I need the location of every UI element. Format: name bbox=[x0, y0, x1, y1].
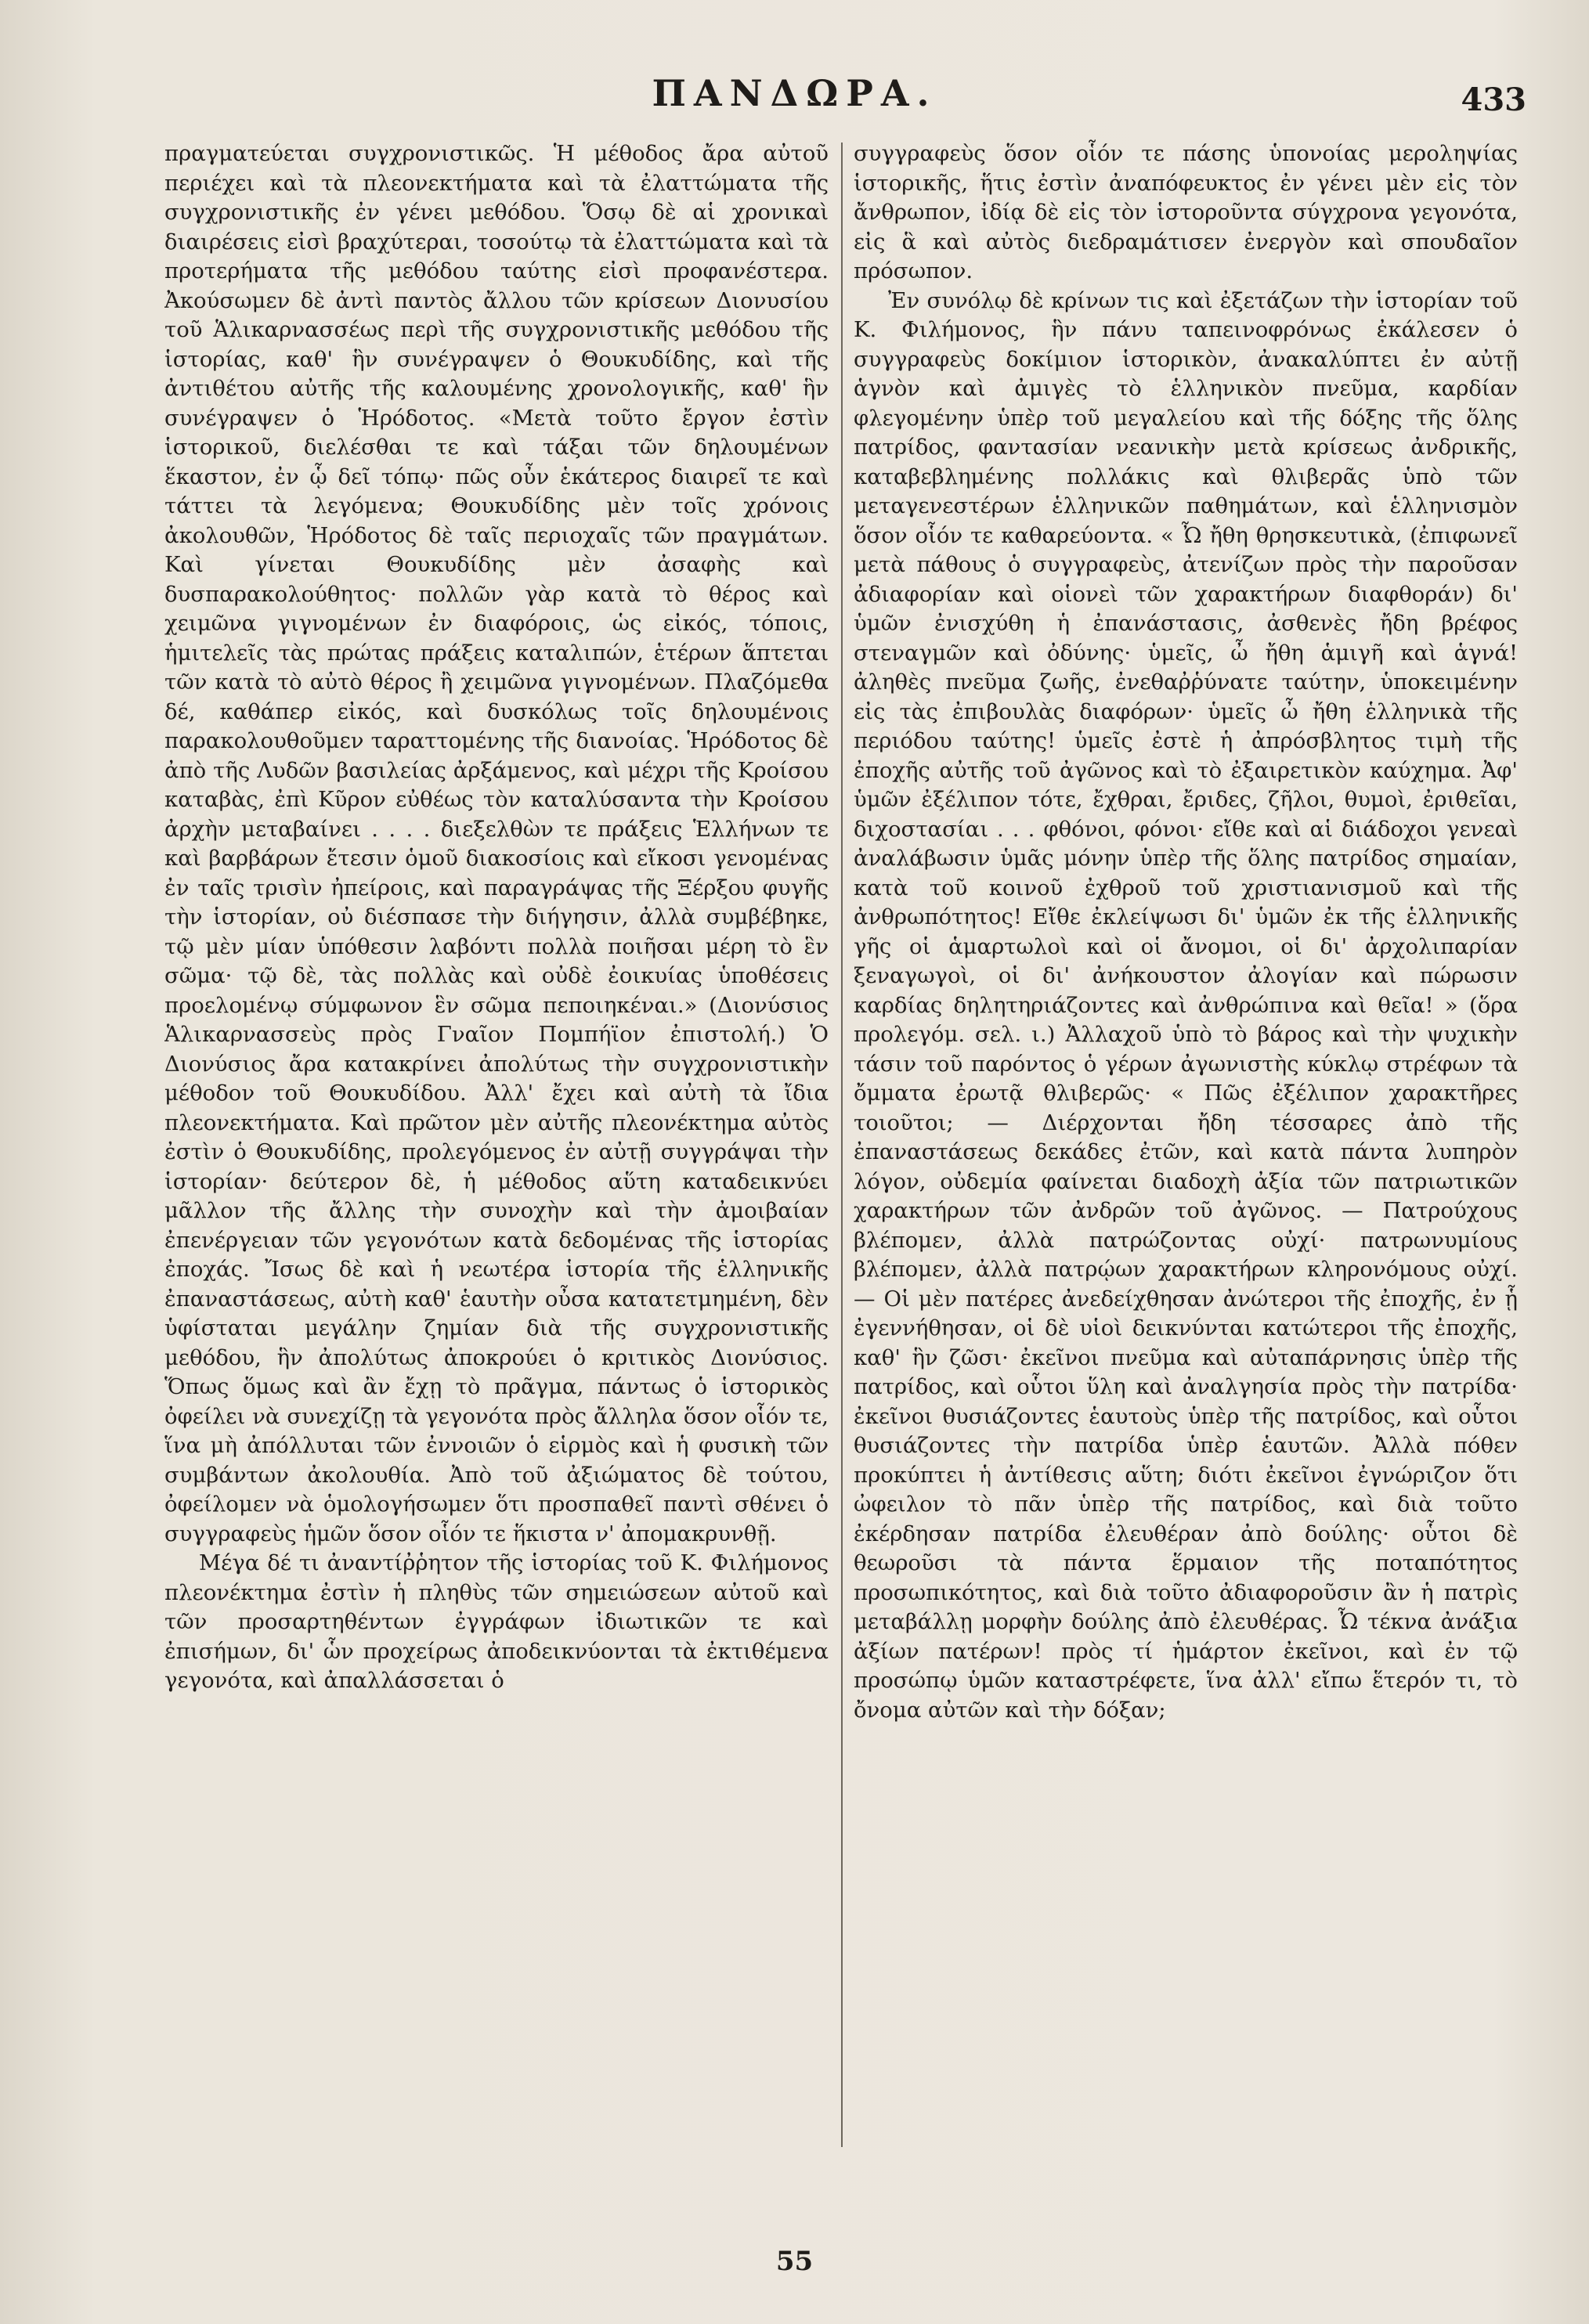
right-paragraph-2: Ἐν συνόλῳ δὲ κρίνων τις καὶ ἐξετάζων τὴν ἱστορίαν τοῦ Κ. Φιλήμονος, ἣν πάνυ ταπεινοφρόνως ἐκάλεσεν ὁ συγγραφεὺς δοκίμιον ἱστορικὸν, ἀνακαλύπτει ἐν αὐτῇ ἁγνὸν καὶ ἀμιγὲς τὸ ἑλληνικὸν πνεῦμα, καρδίαν φλεγομένην ὑπὲρ τοῦ μεγαλείου καὶ τῆς δόξης τῆς ὅλης πατρίδος, φαντασίαν νεανικὴν μετὰ κρίσεως ἀνδρικῆς, καταβεβλημένης πολλάκις καὶ θλιβερᾶς ὑπὸ τῶν μεταγενεστέρων ἑλληνικῶν παθημάτων, καὶ ἑλληνισμὸν ὅσον οἷόν τε καθαρεύοντα. « Ὦ ἤθη θρησκευτικὰ, (ἐπιφωνεῖ μετὰ πάθους ὁ συγγραφεὺς, ἀτενίζων πρὸς τὴν παροῦσαν ἀδιαφορίαν καὶ οἱονεὶ τῶν χαρακτήρων διαφθοράν) δι' ὑμῶν ἐνισχύθη ἡ ἐπανάστασις, ἀσθενὲς ἤδη βρέφος στεναγμῶν καὶ ὀδύνης· ὑμεῖς, ὦ ἤθη ἁμιγῆ καὶ ἁγνά! ἀληθὲς πνεῦμα ζωῆς, ἐνεθαῤῥύνατε ταύτην, ὑποκειμένην εἰς τὰς ἐπιβουλὰς διαφόρων· ὑμεῖς ὦ ἤθη ἑλληνικὰ τῆς περιόδου ταύτης! ὑμεῖς ἐστὲ ἡ ἀπρόσβλητος τιμὴ τῆς ἐποχῆς αὐτῆς τοῦ ἀγῶνος καὶ τὸ ἐξαιρετικὸν καύχημα. Ἀφ' ὑμῶν ἐξέλιπον τότε, ἔχθραι, ἔριδες, ζῆλοι, θυμοὶ, ἐριθεῖαι, διχοστασίαι . . . φθόνοι, φόνοι· εἴθε καὶ αἱ διάδοχοι γενεαὶ ἀναλάβωσιν ὑμᾶς μόνην ὑπὲρ τῆς ὅλης πατρίδος σημαίαν, κατὰ τοῦ κοινοῦ ἐχθροῦ τοῦ χριστιανισμοῦ καὶ τῆς ἀνθρωπότητος! Εἴθε ἐκλείψωσι δι' ὑμῶν ἐκ τῆς ἑλληνικῆς γῆς οἱ ἁμαρτωλοὶ καὶ οἱ ἄνομοι, οἱ δι' ἀρχολιπαρίαν ξεναγωγοὶ, οἱ δι' ἀνήκουστον ἀλογίαν καὶ πώρωσιν καρδίας δηλητηριάζοντες καὶ ἀνθρώπινα καὶ θεῖα! » (ὅρα προλεγόμ. σελ. ι.) Ἀλλαχοῦ ὑπὸ τὸ βάρος καὶ τὴν ψυχικὴν τάσιν τοῦ παρόντος ὁ γέρων ἀγωνιστὴς κύκλῳ στρέφων τὰ ὄμματα ἐρωτᾷ θλιβερῶς· « Πῶς ἐξέλιπον χαρακτῆρες τοιοῦτοι; — Διέρχονται ἤδη τέσσαρες ἀπὸ τῆς ἐπαναστάσεως δεκάδες ἐτῶν, καὶ κατὰ πάντα λυπηρὸν λόγον, οὐδεμία φαίνεται διαδοχὴ ἀξία τῶν πατριωτικῶν χαρακτήρων τῶν ἀνδρῶν τοῦ ἀγῶνος. — Πατρούχους βλέπομεν, ἀλλὰ πατρώζοντας οὐχί· πατρωνυμίους βλέπομεν, ἀλλὰ πατρῴων χαρακτήρων κληρονόμους οὐχί. — Οἱ μὲν πατέρες ἀνεδείχθησαν ἀνώτεροι τῆς ἐποχῆς, ἐν ᾗ ἐγεννήθησαν, οἱ δὲ υἱοὶ δεικνύνται κατώτεροι τῆς ἐποχῆς, καθ' ἣν ζῶσι· ἐκεῖνοι πνεῦμα καὶ αὐταπάρνησις ὑπὲρ τῆς πατρίδος, καὶ οὗτοι ὕλη καὶ ἀναλγησία πρὸς τὴν πατρίδα· ἐκεῖνοι θυσιάζοντες ἑαυτοὺς ὑπὲρ τῆς πατρίδος, καὶ οὗτοι θυσιάζοντες τὴν πατρίδα ὑπὲρ ἑαυτῶν. Ἀλλὰ πόθεν προκύπτει ἡ ἀντίθεσις αὕτη; διότι ἐκεῖνοι ἐγνώριζον ὅτι ὠφειλον τὸ πᾶν ὑπὲρ τῆς πατρίδος, καὶ διὰ τοῦτο ἐκέρδησαν πατρίδα ἐλευθέραν ἀπὸ δούλης· οὗτοι δὲ θεωροῦσι τὰ πάντα ἕρμαιον τῆς ποταπότητος προσωπικότητος, καὶ διὰ τοῦτο ἀδιαφοροῦσιν ἂν ἡ πατρὶς μεταβάλλῃ μορφὴν δούλης ἀπὸ ἐλευθέρας. Ὦ τέκνα ἀνάξια ἀξίων πατέρων! πρὸς τί ἡμάρτον ἐκεῖνοι, καὶ ἐν τῷ προσώπῳ ὑμῶν καταστρέφετε, ἵνα ἀλλ' εἴπω ἕτερόν τι, τὸ ὄνομα αὐτῶν καὶ τὴν δόξαν; bbox=[854, 287, 1518, 1723]
left-column bbox=[164, 139, 829, 2144]
running-title: ΠΑΝΔΩΡΑ. bbox=[652, 72, 937, 114]
right-column bbox=[854, 139, 1518, 2144]
column-divider bbox=[841, 143, 843, 2147]
left-paragraph-2: Μέγα δέ τι ἀναντίῤῥητον τῆς ἱστορίας τοῦ Κ. Φιλήμονος πλεονέκτημα ἐστὶν ἡ πληθὺς τῶν σημειώσεων αὐτοῦ καὶ τῶν προσαρτηθέντων ἐγγράφων ἰδιωτικῶν τε καὶ ἐπισήμων, δι' ὧν προχείρως ἀποδεικνύονται τὰ ἐκτιθέμενα γεγονότα, καὶ ἀπαλλάσσεται ὁ bbox=[164, 1550, 829, 1693]
left-paragraph-1: πραγματεύεται συγχρονιστικῶς. Ἡ μέθοδος ἄρα αὐτοῦ περιέχει καὶ τὰ πλεονεκτήματα καὶ τὰ ἐλαττώματα τῆς συγχρονιστικῆς ἐν γένει μεθόδου. Ὅσῳ δὲ αἱ χρονικαὶ διαιρέσεις εἰσὶ βραχύτεραι, τοσούτῳ τὰ ἐλαττώματα καὶ τὰ προτερήματα τῆς μεθόδου ταύτης εἰσὶ προφανέστερα. Ἀκούσωμεν δὲ ἀντὶ παντὸς ἄλλου τῶν κρίσεων Διονυσίου τοῦ Ἁλικαρνασσέως περὶ τῆς συγχρονιστικῆς μεθόδου τῆς ἱστορίας, καθ' ἣν συνέγραψεν ὁ Θουκυδίδης, καὶ τῆς ἀντιθέτου αὐτῆς τῆς καλουμένης χρονολογικῆς, καθ' ἣν συνέγραψεν ὁ Ἡρόδοτος. «Μετὰ τοῦτο ἔργον ἐστὶν ἱστορικοῦ, διελέσθαι τε καὶ τάξαι τῶν δηλουμένων ἕκαστον, ἐν ᾧ δεῖ τόπῳ· πῶς οὖν ἑκάτερος διαιρεῖ τε καὶ τάττει τὰ λεγόμενα; Θουκυδίδης μὲν τοῖς χρόνοις ἀκολουθῶν, Ἡρόδοτος δὲ ταῖς περιοχαῖς τῶν πραγμάτων. Καὶ γίνεται Θουκυδίδης μὲν ἀσαφὴς καὶ δυσπαρακολούθητος· πολλῶν γὰρ κατὰ τὸ θέρος καὶ χειμῶνα γιγνομένων ἐν διαφόροις, ὡς εἰκός, τόποις, ἡμιτελεῖς τὰς πρώτας πράξεις καταλιπών, ἑτέρων ἅπτεται τῶν κατὰ τὸ αὐτὸ θέρος ἢ χειμῶνα γιγνομένων. Πλαζόμεθα δέ, καθάπερ εἰκός, καὶ δυσκόλως τοῖς δηλουμένοις παρακολουθοῦμεν ταραττομένης τῆς διανοίας. Ἡρόδοτος δὲ ἀπὸ τῆς Λυδῶν βασιλείας ἀρξάμενος, καὶ μέχρι τῆς Κροίσου καταβὰς, ἐπὶ Κῦρον εὐθέως τὸν καταλύσαντα τὴν Κροίσου ἀρχὴν μεταβαίνει . . . . διεξελθὼν τε πράξεις Ἑλλήνων τε καὶ βαρβάρων ἔτεσιν ὁμοῦ διακοσίοις καὶ εἴκοσι γενομένας ἐν ταῖς τρισὶν ἠπείροις, καὶ παραγράψας τῆς Ξέρξου φυγῆς τὴν ἱστορίαν, οὐ διέσπασε τὴν διήγησιν, ἀλλὰ συμβέβηκε, τῷ μὲν μίαν ὑπόθεσιν λαβόντι πολλὰ ποιῆσαι μέρη τὸ ἓν σῶμα· τῷ δὲ, τὰς πολλὰς καὶ οὐδὲ ἐοικυίας ὑποθέσεις προελομένῳ σύμφωνον ἓν σῶμα πεποιηκέναι.» (Διονύσιος Ἁλικαρνασσεὺς πρὸς Γναῖον Πομπήϊον ἐπιστολή.) Ὁ Διονύσιος ἄρα κατακρίνει ἀπολύτως τὴν συγχρονιστικὴν μέθοδον τοῦ Θουκυδίδου. Ἀλλ' ἔχει καὶ αὐτὴ τὰ ἴδια πλεονεκτήματα. Καὶ πρῶτον μὲν αὐτῆς πλεονέκτημα αὐτὸς ἐστὶν ὁ Θουκυδίδης, προλεγόμενος ἐν αὐτῇ συγγράψαι τὴν ἱστορίαν· δεύτερον δὲ, ἡ μέθοδος αὕτη καταδεικνύει μᾶλλον τῆς ἄλλης τὴν συνοχὴν καὶ τὴν ἀμοιβαίαν ἐπενέργειαν τῶν γεγονότων κατὰ δεδομένας τῆς ἱστορίας ἐποχάς. Ἴσως δὲ καὶ ἡ νεωτέρα ἱστορία τῆς ἑλληνικῆς ἐπαναστάσεως, αὐτὴ καθ' ἑαυτὴν οὖσα κατατετμημένη, δὲν ὑφίσταται μεγάλην ζημίαν διὰ τῆς συγχρονιστικῆς μεθόδου, ἣν ἀπολύτως ἀποκρούει ὁ κριτικὸς Διονύσιος. Ὅπως ὅμως καὶ ἂν ἔχῃ τὸ πρᾶγμα, πάντως ὁ ἱστορικὸς ὀφείλει νὰ συνεχίζῃ τὰ γεγονότα πρὸς ἄλληλα ὅσον οἷόν τε, ἵνα μὴ ἀπόλλυται τῶν ἐννοιῶν ὁ εἱρμὸς καὶ ἡ φυσικὴ τῶν συμβάντων ἀκολουθία. Ἀπὸ τοῦ ἀξιώματος δὲ τούτου, ὀφείλομεν νὰ ὁμολογήσωμεν ὅτι προσπαθεῖ παντὶ σθένει ὁ συγγραφεὺς ἡμῶν ὅσον οἷόν τε ἥκιστα ν' ἀπομακρυνθῇ. bbox=[164, 141, 829, 1546]
right-paragraph-1: συγγραφεὺς ὅσον οἷόν τε πάσης ὑπονοίας μεροληψίας ἱστορικῆς, ἥτις ἐστὶν ἀναπόφευκτος ἐν γένει μὲν εἰς τὸν ἄνθρωπον, ἰδίᾳ δὲ εἰς τὸν ἱστοροῦντα σύγχρονα γεγονότα, εἰς ἃ καὶ αὐτὸς διεδραμάτισεν ἐνεργὸν καὶ σπουδαῖον πρόσωπον. bbox=[854, 141, 1518, 283]
page-number: 433 bbox=[1461, 81, 1526, 118]
signature-mark: 55 bbox=[775, 2246, 814, 2277]
